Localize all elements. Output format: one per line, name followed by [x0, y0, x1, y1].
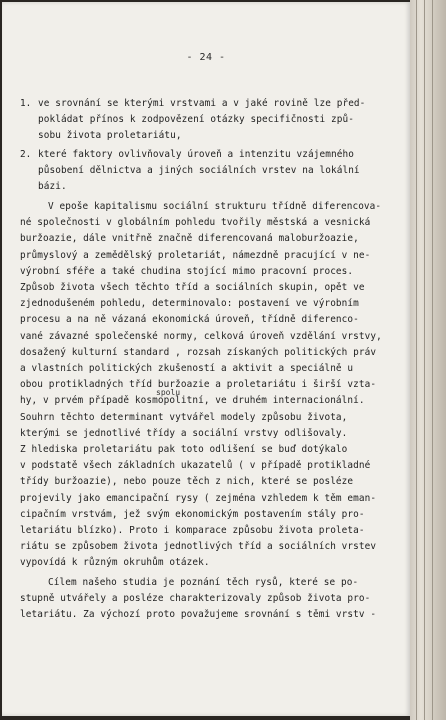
- numbered-list: [20, 96, 400, 197]
- list-item-number: 1.: [20, 98, 32, 109]
- text-line: kterými se jednotlivé třídy a sociální vrstvy odlišovaly.: [20, 427, 348, 439]
- text-line: pokládat přínos k zodpovězení otázky specifičnosti způ-: [38, 114, 354, 126]
- text-line: cipačním vrstvám, jež svým ekonomickým postavením stály pro-: [20, 508, 365, 520]
- text-line: výrobní sféře a také chudina stojící mimo pracovní proces.: [20, 265, 354, 277]
- book-spine: [410, 0, 446, 720]
- list-item-number: 2.: [20, 148, 32, 160]
- spine-edge-line: [424, 0, 425, 720]
- text-line: hy, v prvém případě kosmopolitní, ve druhém internacionální.: [20, 395, 365, 407]
- text-line: vypovídá k různým okruhům otázek.: [20, 557, 210, 569]
- text-line: buržoazie, dále vnitřně značně diferencovaná maloburžoazie,: [20, 233, 359, 245]
- spine-edge-line: [432, 0, 433, 720]
- text-line: obou protikladných tříd buržoazie a proletariátu i širší vzta-: [20, 379, 377, 391]
- text-line: Z hlediska proletariátu pak toto odlišení se buď dotýkalo: [20, 444, 348, 456]
- text-line: Způsob života všech těchto tříd a sociálních skupin, opět ve: [20, 282, 365, 294]
- handwritten-insertion: spolu: [156, 388, 181, 397]
- text-line: letariátu blízko). Proto i komparace způsobu života proleta-: [20, 525, 365, 537]
- text-line: Cílem našeho studia je poznání těch rysů, které se po-: [48, 577, 359, 588]
- list-item: [20, 96, 400, 145]
- text-line: průmyslový a zemědělský proletariát, námezdně pracující v ne-: [20, 249, 371, 261]
- text-line: bázi.: [38, 181, 67, 193]
- text-line: stupně utvářely a posléze charakterizovaly způsob života pro-: [20, 593, 371, 605]
- text-line: V epoše kapitalismu sociální strukturu třídně diferencova-: [48, 201, 382, 212]
- document-page: [2, 2, 410, 716]
- page-number: - 24 -: [186, 52, 226, 63]
- text-line: projevily jako emancipační rysy ( zejména vzhledem k těm eman-: [20, 492, 377, 504]
- list-item: [20, 147, 400, 196]
- text-line: dosažený kulturní standard , rozsah získaných politických práv: [20, 346, 377, 358]
- text-line: letariátu. Za výchozí proto považujeme srovnání s těmi vrstv -: [20, 609, 377, 621]
- text-line: né společnosti v globálním pohledu tvořily městská a vesnická: [20, 217, 371, 229]
- text-line: v podstatě všech základních ukazatelů ( v případě protikladné: [20, 460, 371, 472]
- text-line: ve srovnání se kterými vrstvami a v jaké rovině lze před-: [38, 98, 366, 109]
- text-line: Souhrn těchto determinant vytvářel modely způsobu života,: [20, 411, 348, 423]
- text-line: sobu života proletariátu,: [38, 130, 182, 142]
- paragraph-2: [20, 575, 408, 624]
- text-line: procesu a na ně vázaná ekonomická úroveň, třídně diferenco-: [20, 314, 359, 326]
- paragraph-1: [20, 199, 408, 572]
- text-line: a vlastních politických zkušeností a aktivit a speciálně u: [20, 363, 354, 375]
- spine-edge-line: [416, 0, 417, 720]
- text-line: působení dělnictva a jiných sociálních vrstev na lokální: [38, 164, 360, 176]
- text-line: které faktory ovlivňovaly úroveň a intenzitu vzájemného: [38, 148, 354, 160]
- text-line: třídy buržoazie), nebo pouze těch z nich, které se posléze: [20, 476, 354, 488]
- text-line: riátu se způsobem života jednotlivých tříd a sociálních vrstev: [20, 541, 377, 553]
- text-line: zjednodušeném pohledu, determinovalo: postavení ve výrobním: [20, 298, 359, 310]
- text-line: vané závazné společenské normy, celková úroveň vzdělání vrstvy,: [20, 330, 382, 342]
